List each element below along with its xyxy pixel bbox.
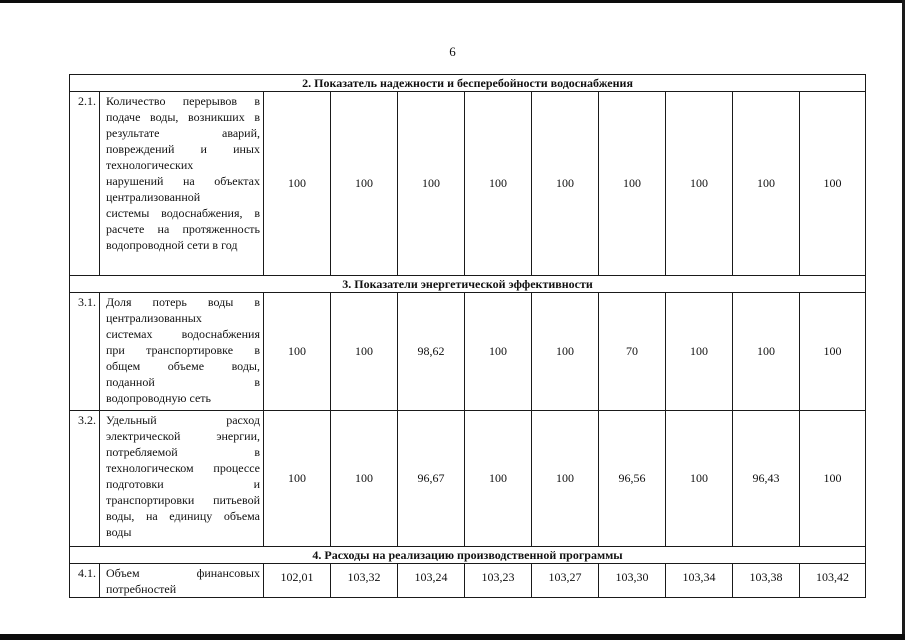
- value-cell: 100: [264, 411, 331, 547]
- description-line: потребностей: [106, 582, 177, 596]
- description-line: централизованной: [106, 190, 201, 204]
- value-cell: 100: [465, 92, 532, 276]
- section-title: 3. Показатели энергетической эффективности: [70, 276, 866, 293]
- value-cell: 96,67: [398, 411, 465, 547]
- value-cell: 103,42: [800, 564, 866, 598]
- value-cell: 100: [800, 293, 866, 411]
- description-line: повреждений и иных: [106, 142, 260, 156]
- description-line: воды, на единицу объема: [106, 509, 260, 523]
- indicator-description: [100, 411, 264, 547]
- description-line: результате аварий,: [106, 126, 260, 140]
- value-cell: 100: [800, 92, 866, 276]
- scan-edge-top: [0, 0, 905, 3]
- table-row: [70, 411, 866, 547]
- description-line: Доля потерь воды в: [106, 295, 260, 309]
- page-number: 6: [449, 44, 456, 59]
- value-cell: 100: [465, 411, 532, 547]
- section-header-row: [70, 276, 866, 293]
- value-cell: 100: [599, 92, 666, 276]
- value-cell: 100: [398, 92, 465, 276]
- value-cell: 100: [331, 411, 398, 547]
- indicator-description: [100, 293, 264, 411]
- value-cell: 100: [733, 293, 800, 411]
- description-line: системах водоснабжения: [106, 327, 260, 341]
- value-cell: 96,56: [599, 411, 666, 547]
- table-row: [70, 92, 866, 276]
- value-cell: 100: [264, 293, 331, 411]
- description-line: Объем финансовых: [106, 566, 260, 580]
- value-cell: 100: [800, 411, 866, 547]
- description-line: водопроводной сети в год: [106, 238, 238, 252]
- table-row: [70, 293, 866, 411]
- description-line: подаче воды, возникших в: [106, 110, 260, 124]
- description-line: Удельный расход: [106, 413, 260, 427]
- row-number: 2.1.: [70, 92, 100, 276]
- table-row: [70, 564, 866, 598]
- description-line: технологическом процессе: [106, 461, 260, 475]
- section-title: 2. Показатель надежности и бесперебойности водоснабжения: [70, 75, 866, 92]
- value-cell: 103,32: [331, 564, 398, 598]
- value-cell: 100: [733, 92, 800, 276]
- description-line: нарушений на объектах: [106, 174, 260, 188]
- description-line: воды: [106, 525, 132, 539]
- description-line: системы водоснабжения, в: [106, 206, 260, 220]
- table-body: [70, 75, 866, 598]
- value-cell: 100: [532, 411, 599, 547]
- indicator-description: [100, 564, 264, 598]
- description-line: транспортировки питьевой: [106, 493, 260, 507]
- description-line: водопроводную сеть: [106, 391, 212, 405]
- value-cell: 103,27: [532, 564, 599, 598]
- indicator-description: [100, 92, 264, 276]
- row-number: 3.1.: [70, 293, 100, 411]
- section-title: 4. Расходы на реализацию производственной программы: [70, 547, 866, 564]
- description-line: электрической энергии,: [106, 429, 260, 443]
- value-cell: 96,43: [733, 411, 800, 547]
- description-line: централизованных: [106, 311, 202, 325]
- row-number: 3.2.: [70, 411, 100, 547]
- description-line: потребляемой в: [106, 445, 260, 459]
- value-cell: 100: [465, 293, 532, 411]
- description-line: общем объеме воды,: [106, 359, 260, 373]
- value-cell: 100: [331, 293, 398, 411]
- value-cell: 103,34: [666, 564, 733, 598]
- value-cell: 70: [599, 293, 666, 411]
- description-line: расчете на протяженность: [106, 222, 260, 236]
- value-cell: 98,62: [398, 293, 465, 411]
- section-header-row: [70, 75, 866, 92]
- value-cell: 100: [666, 92, 733, 276]
- value-cell: 102,01: [264, 564, 331, 598]
- indicators-table: [69, 74, 866, 598]
- row-number: 4.1.: [70, 564, 100, 598]
- value-cell: 100: [532, 293, 599, 411]
- description-line: Количество перерывов в: [106, 94, 260, 108]
- value-cell: 100: [264, 92, 331, 276]
- description-line: подготовки и: [106, 477, 260, 491]
- value-cell: 100: [666, 293, 733, 411]
- value-cell: 100: [331, 92, 398, 276]
- description-line: поданной в: [106, 375, 260, 389]
- value-cell: 103,30: [599, 564, 666, 598]
- value-cell: 100: [666, 411, 733, 547]
- value-cell: 103,24: [398, 564, 465, 598]
- scan-edge-bottom: [0, 634, 905, 640]
- value-cell: 100: [532, 92, 599, 276]
- description-line: технологических: [106, 158, 194, 172]
- value-cell: 103,23: [465, 564, 532, 598]
- description-line: при транспортировке в: [106, 343, 260, 357]
- value-cell: 103,38: [733, 564, 800, 598]
- section-header-row: [70, 547, 866, 564]
